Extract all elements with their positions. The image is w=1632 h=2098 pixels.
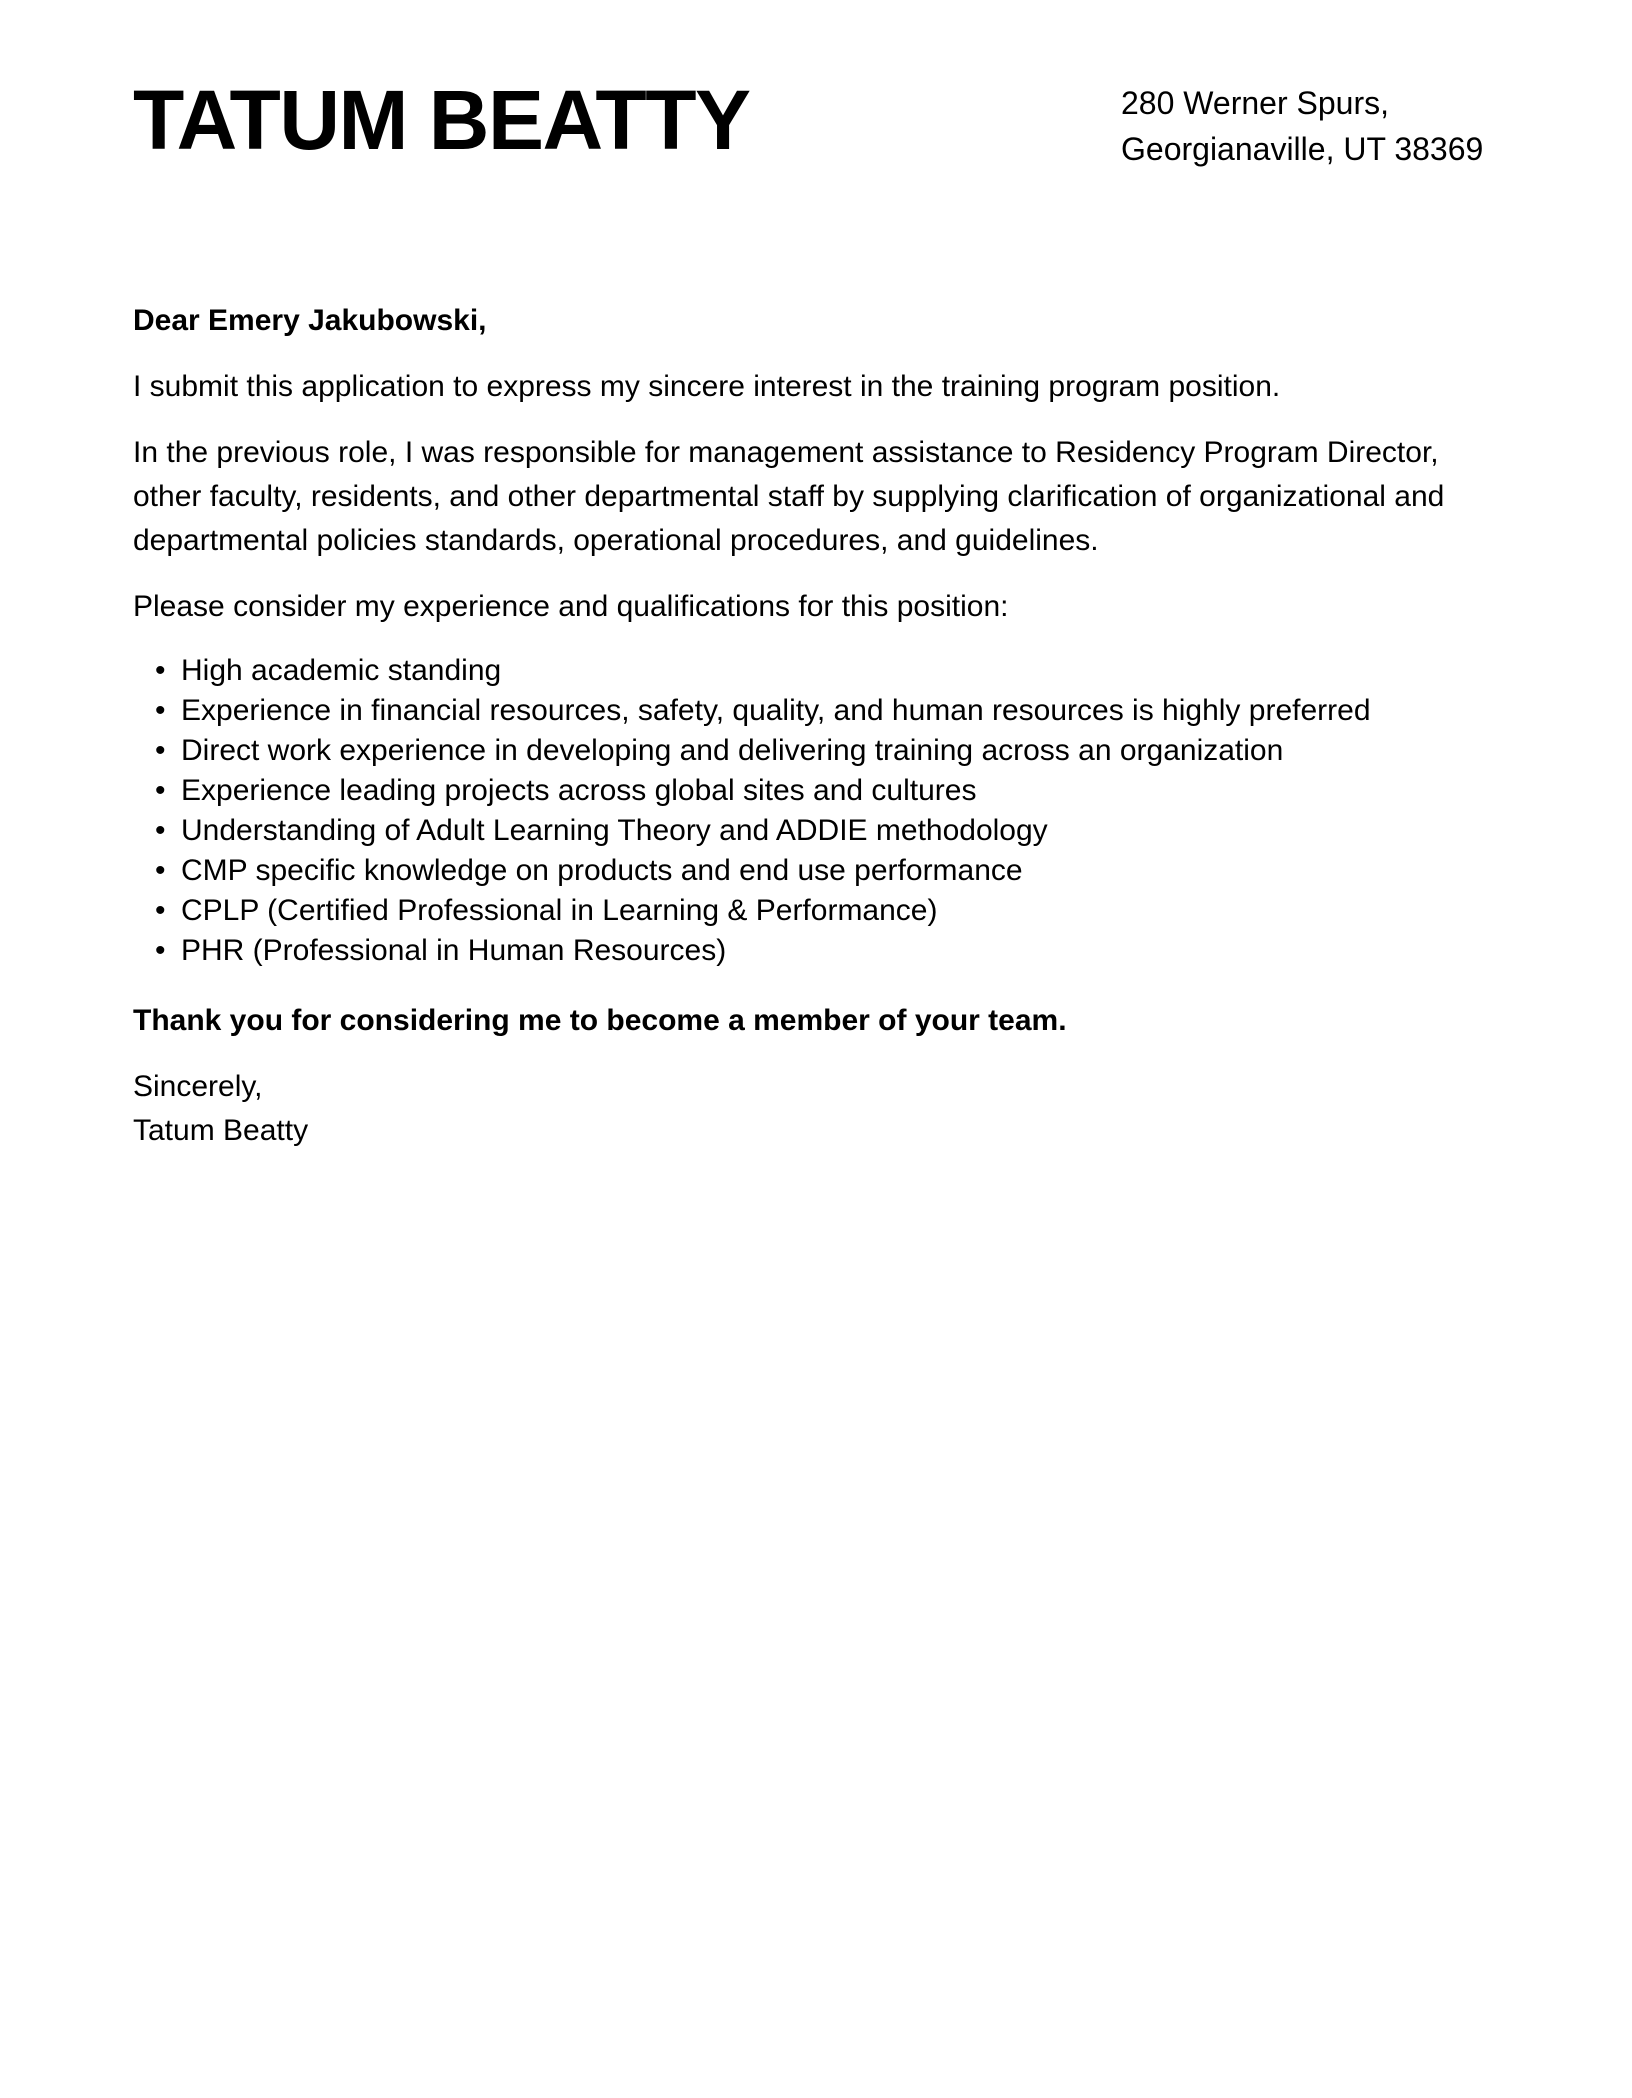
applicant-address (1121, 80, 1483, 172)
closing-word: Sincerely, (133, 1070, 263, 1103)
letter-header (133, 70, 1499, 190)
salutation: Dear Emery Jakubowski, (133, 304, 487, 337)
signoff (133, 1065, 1499, 1153)
intro-paragraph: I submit this application to express my sincere interest in the training program position. (133, 370, 1281, 403)
address-line-2: Georgianaville, UT 38369 (1121, 131, 1484, 167)
consider-paragraph: Please consider my experience and qualifications for this position: (133, 590, 1009, 623)
letter-body (133, 299, 1499, 1153)
thank-you-line: Thank you for considering me to become a member of your team. (133, 1004, 1067, 1037)
applicant-name: TATUM BEATTY (133, 73, 750, 167)
list-item: • Direct work experience in developing and delivering training across an organization (181, 731, 1499, 771)
list-item: • CPLP (Certified Professional in Learning & Performance) (181, 891, 1499, 931)
list-item: • Experience leading projects across global sites and cultures (181, 771, 1499, 811)
list-item: • PHR (Professional in Human Resources) (181, 931, 1499, 971)
list-item: • Experience in financial resources, safety, quality, and human resources is highly preferred (181, 691, 1499, 731)
list-item: • High academic standing (181, 651, 1499, 691)
qualifications-list (133, 651, 1499, 971)
signature-name: Tatum Beatty (133, 1114, 309, 1147)
address-line-1: 280 Werner Spurs, (1121, 85, 1389, 121)
list-item: • Understanding of Adult Learning Theory and ADDIE methodology (181, 811, 1499, 851)
list-item: • CMP specific knowledge on products and end use performance (181, 851, 1499, 891)
experience-paragraph: In the previous role, I was responsible for management assistance to Residency Program Director, other faculty, residents, and other departmental staff by supplying clarification of organizational and departmental policies standards, operational procedures, and guidelines. (133, 436, 1445, 557)
